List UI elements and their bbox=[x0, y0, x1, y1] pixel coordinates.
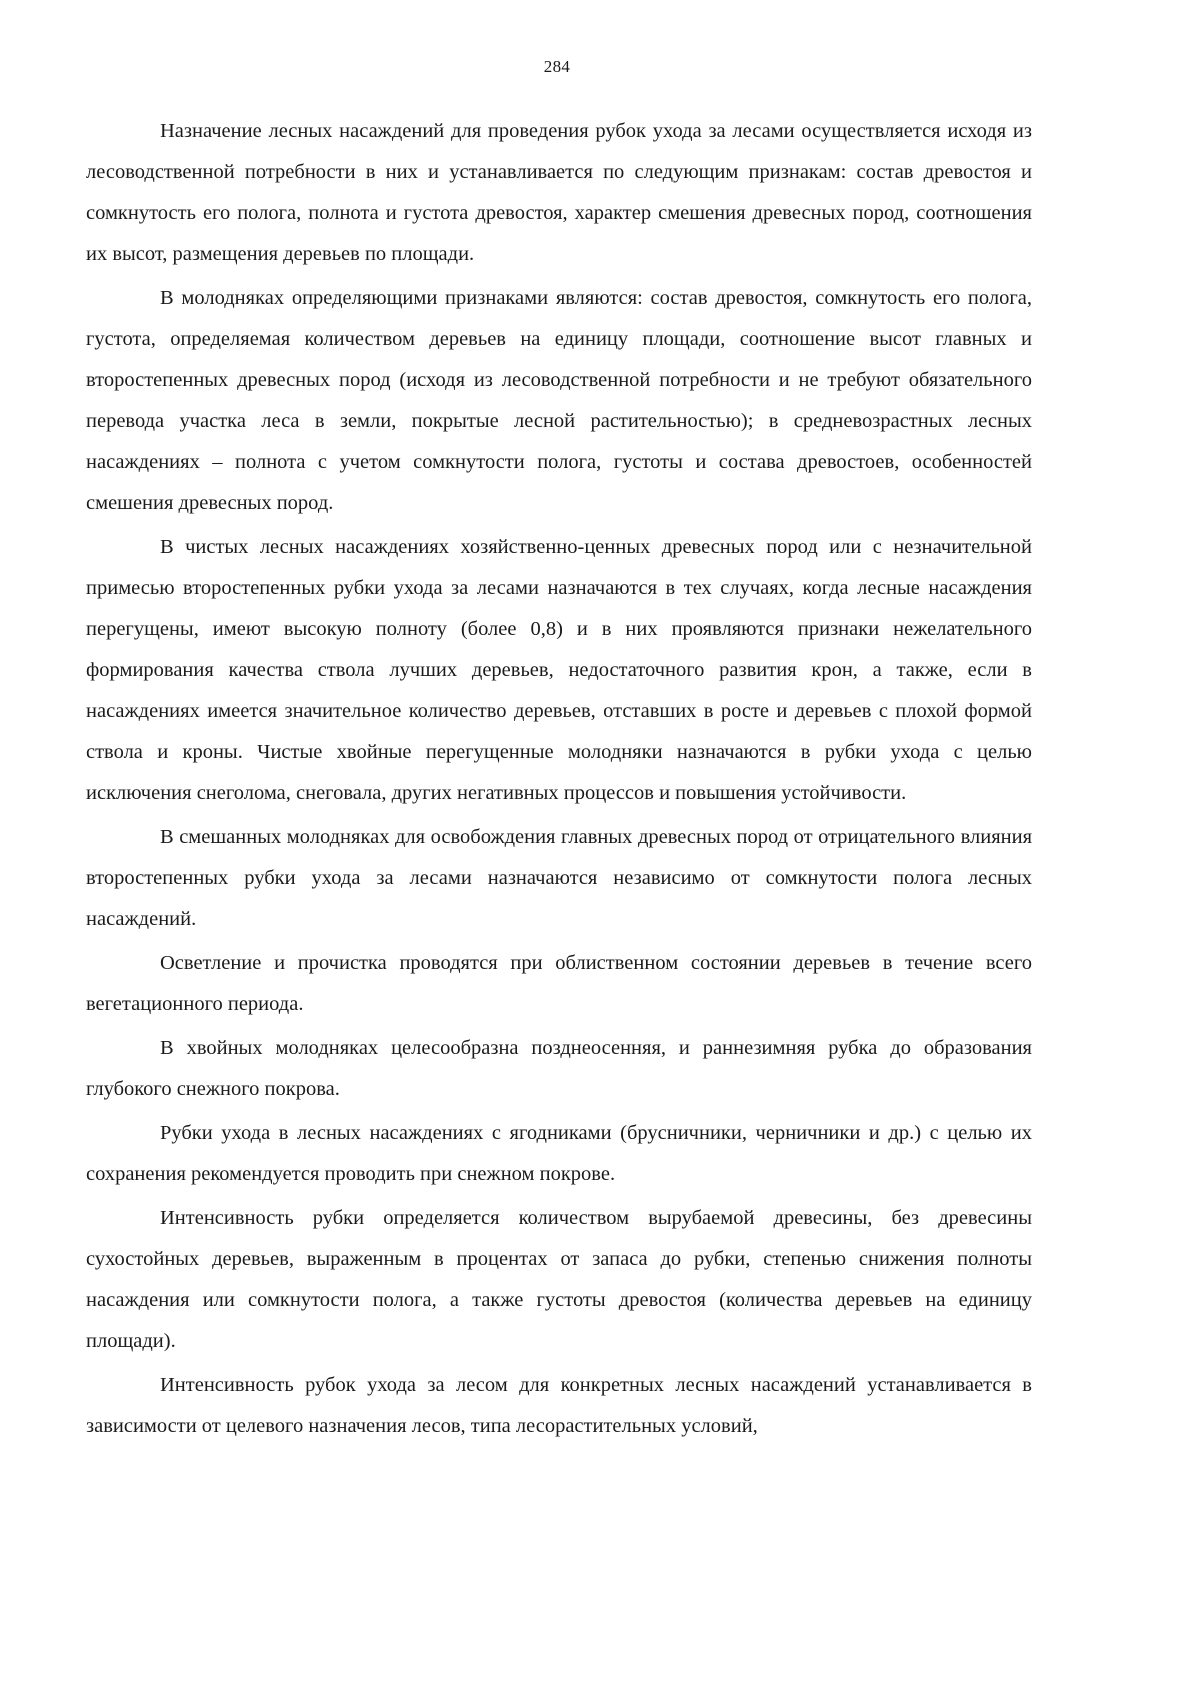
paragraph: Интенсивность рубок ухода за лесом для конкретных лесных насаждений устанавливается в зависимости от целевого назначения лесов, типа лесорастительных условий, bbox=[86, 1374, 1032, 1437]
paragraph: В хвойных молодняках целесообразна позднеосенняя, и раннезимняя рубка до образования глубокого снежного покрова. bbox=[86, 1037, 1032, 1100]
paragraph: Назначение лесных насаждений для проведения рубок ухода за лесами осуществляется исходя из лесоводственной потребности в них и устанавливается по следующим признакам: состав древостоя и сомкнутость его полога, полнота и густота древостоя, характер смешения древесных пород, соотношения их высот, размещения деревьев по площади. bbox=[86, 120, 1032, 265]
paragraph: Интенсивность рубки определяется количеством вырубаемой древесины, без древесины сухостойных деревьев, выраженным в процентах от запаса до рубки, степенью снижения полноты насаждения или сомкнутости полога, а также густоты древостоя (количества деревьев на единицу площади). bbox=[86, 1207, 1032, 1352]
document-body bbox=[86, 111, 1032, 1447]
paragraph: Рубки ухода в лесных насаждениях с ягодниками (брусничники, черничники и др.) с целью их сохранения рекомендуется проводить при снежном покрове. bbox=[86, 1122, 1032, 1185]
paragraph: В смешанных молодняках для освобождения главных древесных пород от отрицательного влияния второстепенных рубки ухода за лесами назначаются независимо от сомкнутости полога лесных насаждений. bbox=[86, 826, 1032, 930]
page-number: 284 bbox=[543, 57, 571, 76]
paragraph: В чистых лесных насаждениях хозяйственно-ценных древесных пород или с незначительной примесью второстепенных рубки ухода за лесами назначаются в тех случаях, когда лесные насаждения перегущены, имеют высокую полноту (более 0,8) и в них проявляются признаки нежелательного формирования качества ствола лучших деревьев, недостаточного развития крон, а также, если в насаждениях имеется значительное количество деревьев, отставших в росте и деревьев с плохой формой ствола и кроны. Чистые хвойные перегущенные молодняки назначаются в рубки ухода с целью исключения снеголома, снеговала, других негативных процессов и повышения устойчивости. bbox=[86, 536, 1032, 804]
paragraph: Осветление и прочистка проводятся при облиственном состоянии деревьев в течение всего вегетационного периода. bbox=[86, 952, 1032, 1015]
paragraph: В молодняках определяющими признаками являются: состав древостоя, сомкнутость его полога, густота, определяемая количеством деревьев на единицу площади, соотношение высот главных и второстепенных древесных пород (исходя из лесоводственной потребности и не требуют обязательного перевода участка леса в земли, покрытые лесной растительностью); в средневозрастных лесных насаждениях – полнота с учетом сомкнутости полога, густоты и состава древостоев, особенностей смешения древесных пород. bbox=[86, 287, 1032, 514]
